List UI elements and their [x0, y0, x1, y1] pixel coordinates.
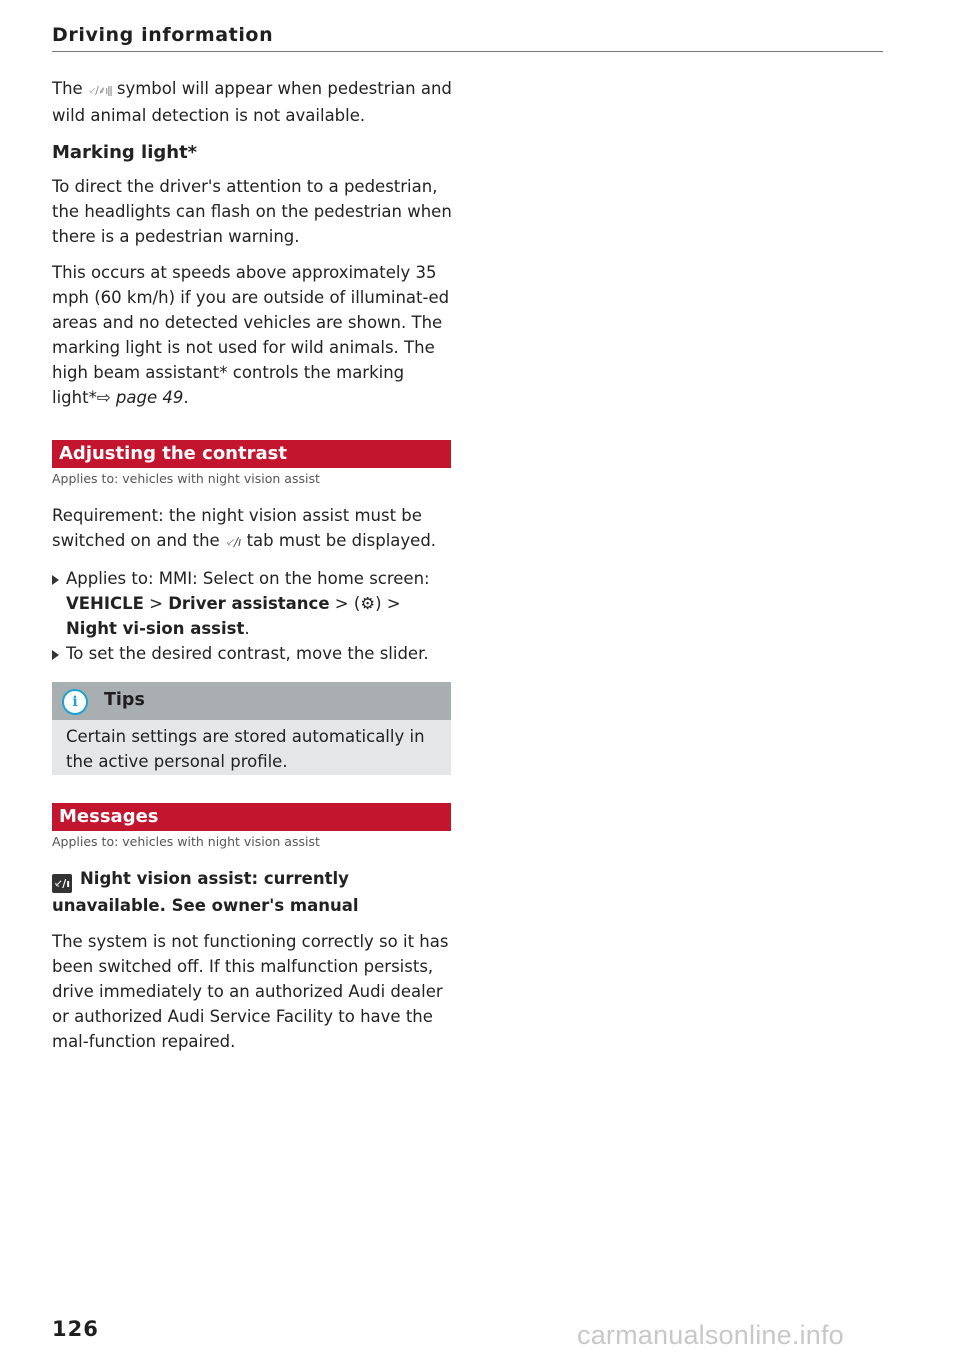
menu-vehicle: VEHICLE	[66, 594, 144, 613]
messages-heading: Messages	[52, 803, 451, 831]
messages-applies-to: Applies to: vehicles with night vision assist	[52, 834, 320, 849]
separator: > (	[329, 594, 361, 613]
marking-light-paragraph-2-text: This occurs at speeds above approximately 35 mph (60 km/h) if you are outside of illuminat-ed areas and no detected vehicles are shown. The marking light is not used for wild animals. The high beam assistant* controls the marking light*	[52, 263, 450, 407]
marking-light-heading: Marking light*	[52, 142, 198, 163]
marking-light-paragraph-1: To direct the driver's attention to a pedestrian, the headlights can flash on the pedestrian when there is a pedestrian warning.	[52, 177, 452, 246]
step-1-end: .	[244, 619, 250, 638]
step-1	[52, 566, 452, 641]
tips-label: Tips	[104, 690, 145, 710]
step-triangle-icon	[52, 650, 59, 660]
intro-paragraph	[52, 76, 452, 128]
tips-box	[52, 720, 451, 775]
message-description: The system is not functioning correctly so it has been switched off. If this malfunction persists, drive immediately to an authorized Audi dealer or authorized Audi Service Facility to have the mal-function repaired.	[52, 932, 449, 1051]
night-vision-unavailable-icon: ⸔∕⸙ıǁ	[87, 84, 112, 97]
menu-driver-assistance: Driver assistance	[168, 594, 330, 613]
step-triangle-icon	[52, 575, 59, 585]
adjusting-contrast-body	[52, 503, 452, 666]
messages-body	[52, 866, 452, 1054]
page-ref-arrow-icon: ⇨	[96, 388, 111, 407]
message-title-text: Night vision assist: currently unavailable. See owner's manual	[52, 869, 359, 915]
requirement-text-after: tab must be displayed.	[241, 531, 437, 550]
tips-text: Certain settings are stored automatically in the active personal profile.	[66, 727, 425, 771]
page-49-link[interactable]: page 49	[115, 388, 184, 407]
message-title	[52, 866, 452, 918]
step-2-text: To set the desired contrast, move the slider.	[66, 644, 429, 663]
requirement-text-before: Requirement: the night vision assist must be switched on and the	[52, 506, 422, 550]
separator: >	[143, 594, 169, 613]
marking-light-paragraph-2	[52, 260, 452, 410]
menu-night-vision-assist: Night vi-sion assist	[66, 619, 245, 638]
info-icon: i	[62, 689, 88, 715]
adjusting-applies-to: Applies to: vehicles with night vision assist	[52, 471, 320, 486]
step-1-text: Applies to: MMI: Select on the home screen:	[66, 569, 430, 588]
separator: ) >	[375, 594, 401, 613]
watermark: carmanualsonline.info	[577, 1320, 844, 1350]
intro-text-after: symbol will appear when pedestrian and wild animal detection is not available.	[52, 79, 452, 125]
step-2	[52, 641, 452, 666]
night-vision-warning-icon: ⸔∕ı	[52, 874, 72, 893]
tips-header	[52, 682, 451, 720]
header-divider	[52, 51, 883, 52]
adjusting-contrast-heading: Adjusting the contrast	[52, 440, 451, 468]
settings-gear-icon: ⚙	[360, 594, 376, 613]
marking-light-section	[52, 140, 452, 410]
night-vision-tab-icon: ⸔∕ı	[224, 535, 242, 549]
page-number: 126	[52, 1317, 99, 1341]
marking-light-paragraph-2-end: .	[183, 388, 189, 407]
intro-text-before: The	[52, 79, 88, 98]
requirement-paragraph	[52, 503, 452, 555]
page-header-title: Driving information	[52, 24, 274, 46]
